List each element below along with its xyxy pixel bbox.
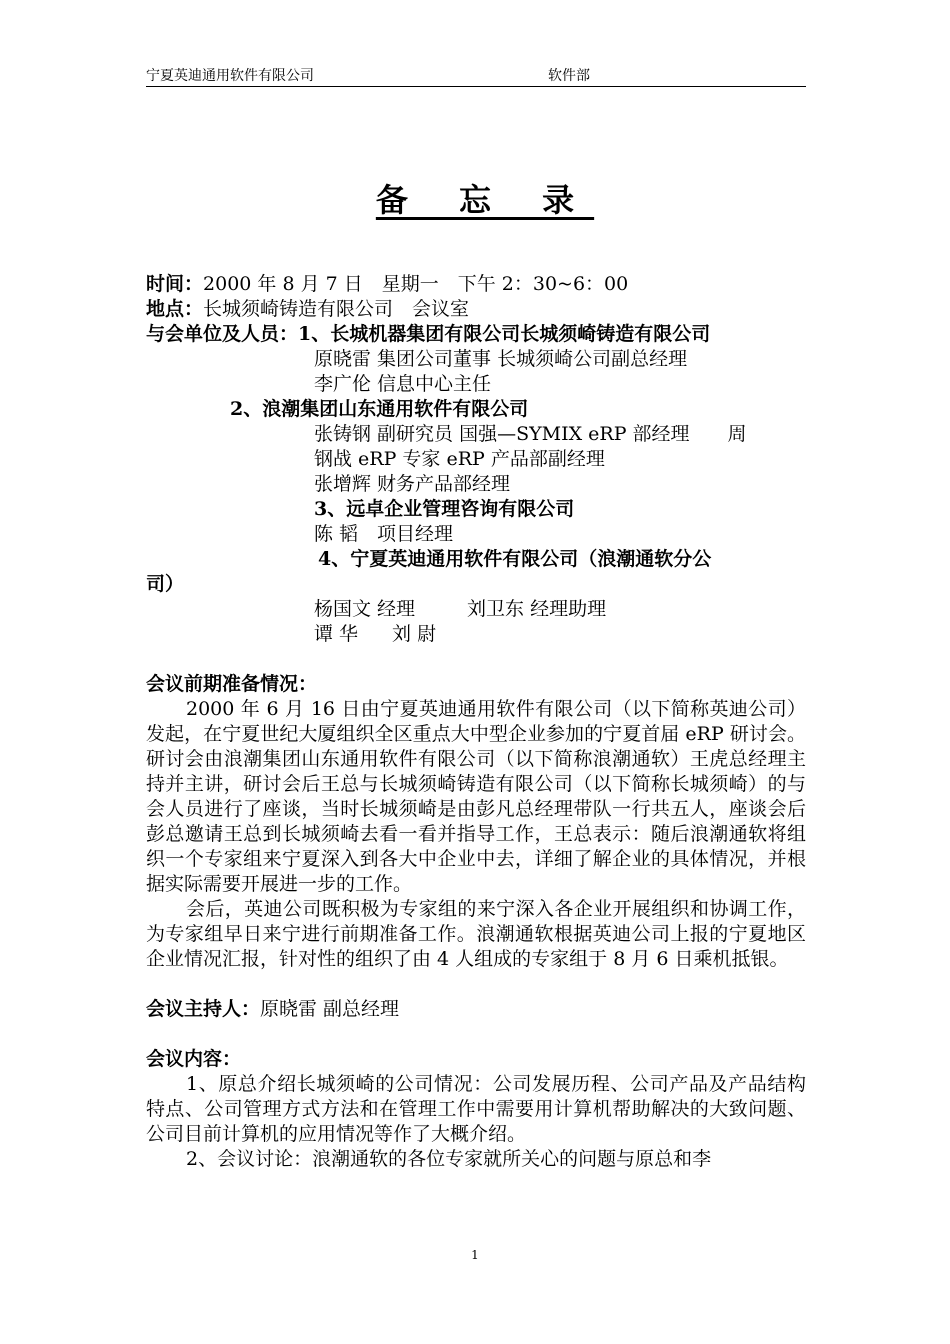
org4-name-line1: 4、宁夏英迪通用软件有限公司（浪潮通软分公	[318, 548, 712, 570]
page-number: 1	[471, 1248, 479, 1262]
document-title	[0, 178, 950, 222]
content-item-1: 1、原总介绍长城须崎的公司情况：公司发展历程、公司产品及产品结构特点、公司管理方式方法和在管理工作中需要用计算机帮助解决的大致问题、公司目前计算机的应用情况等作了大概介绍。	[146, 1073, 806, 1145]
title-text: 备 忘 录	[375, 181, 595, 219]
org3-person: 陈 韬 项目经理	[314, 523, 454, 545]
host-line	[146, 997, 806, 1022]
place-label: 地点：	[146, 298, 204, 320]
org2-person: 张铸钢 副研究员 国强—SYMIX eRP 部经理 周	[314, 423, 747, 445]
header-department: 软件部	[548, 68, 590, 84]
org2-person: 钢战 eRP 专家 eRP 产品部副经理	[314, 448, 605, 470]
host-value: 原晓雷 副总经理	[260, 998, 400, 1020]
time-label: 时间：	[146, 273, 204, 295]
org4-person: 刘 尉	[392, 623, 437, 645]
org4-person: 杨国文 经理	[314, 598, 416, 620]
org4-person: 刘卫东 经理助理	[467, 598, 607, 620]
content-item-2: 2、会议讨论：浪潮通软的各位专家就所关心的问题与原总和李	[186, 1148, 712, 1170]
place-line	[146, 297, 806, 322]
header-company: 宁夏英迪通用软件有限公司	[146, 68, 314, 84]
org1-person: 原晓雷 集团公司董事 长城须崎公司副总经理	[314, 348, 688, 370]
org2-person: 张增辉 财务产品部经理	[314, 473, 511, 495]
org4-people-row1	[146, 597, 806, 622]
org1-name: 1、长城机器集团有限公司长城须崎铸造有限公司	[298, 323, 711, 345]
prep-paragraph-1: 2000 年 6 月 16 日由宁夏英迪通用软件有限公司（以下简称英迪公司）发起，在宁夏世纪大厦组织全区重点大中型企业参加的宁夏首届 eRP 研讨会。研讨会由浪潮集团山东通用软件有限公司（以下简称浪潮通软）王虎总经理主持并主讲，研讨会后王总与长城须崎铸造有限公司（以下简称长城须崎）的与会人员进行了座谈，当时长城须崎是由彭凡总经理带队一行共五人，座谈会后彭总邀请王总到长城须崎去看一看并指导工作，王总表示：随后浪潮通软将组织一个专家组来宁夏深入到各大中企业中去，详细了解企业的具体情况，并根据实际需要开展进一步的工作。	[146, 698, 806, 895]
org4-name-line2: 司）	[146, 573, 185, 595]
document-body	[146, 272, 806, 1172]
org4-person: 谭 华	[314, 623, 359, 645]
time-value: 2000 年 8 月 7 日 星期一 下午 2：30~6：00	[203, 273, 629, 295]
content-heading: 会议内容：	[146, 1048, 242, 1070]
prep-paragraph-2: 会后，英迪公司既积极为专家组的来宁深入各企业开展组织和协调工作，为专家组早日来宁进行前期准备工作。浪潮通软根据英迪公司上报的宁夏地区企业情况汇报，针对性的组织了由 4 人组成的专家组于 8 月 6 日乘机抵银。	[146, 898, 806, 970]
host-label: 会议主持人：	[146, 998, 261, 1020]
prep-heading: 会议前期准备情况：	[146, 673, 318, 695]
org2-name: 2、浪潮集团山东通用软件有限公司	[230, 398, 529, 420]
org1-person: 李广伦 信息中心主任	[314, 373, 492, 395]
org3-name: 3、远卓企业管理咨询有限公司	[314, 498, 575, 520]
attendees-label: 与会单位及人员：	[146, 323, 299, 345]
attendees-line	[146, 322, 806, 347]
time-line	[146, 272, 806, 297]
place-value: 长城须崎铸造有限公司 会议室	[203, 298, 470, 320]
page-header	[146, 66, 806, 87]
org4-people-row2	[146, 622, 806, 647]
